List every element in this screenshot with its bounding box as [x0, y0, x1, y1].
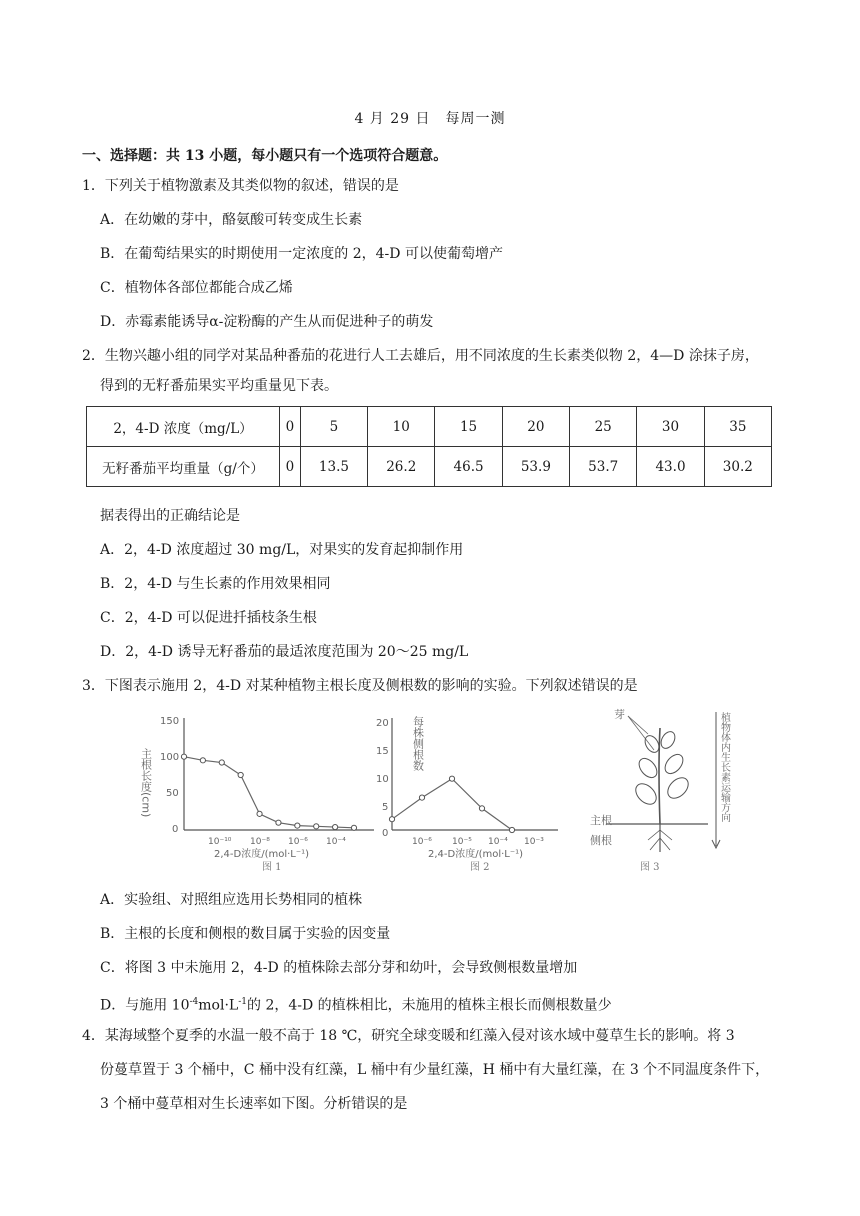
fig1-ytick: 100 — [160, 752, 180, 763]
q3-option-d-post: 的 2，4-D 的植株相比，未施用的植株主根长而侧根数量少 — [247, 997, 612, 1014]
q3-option-d-exp: -4 — [189, 997, 199, 1007]
table-cell: 2，4-D 浓度（mg/L） — [87, 407, 280, 447]
q3-option-a: A．实验组、对照组应选用长势相同的植株 — [100, 892, 363, 908]
fig1-ylabel: 主根长度(cm) — [139, 748, 153, 818]
fig2-series-line — [392, 779, 512, 830]
table-cell: 0 — [280, 407, 301, 447]
q2-option-b: B．2，4-D 与生长素的作用效果相同 — [100, 576, 331, 592]
fig2-xtick: 10⁻⁵ — [452, 837, 472, 847]
table-cell: 10 — [368, 407, 435, 447]
q2-option-c: C．2，4-D 可以促进扦插枝条生根 — [100, 610, 317, 626]
table-cell: 53.9 — [502, 447, 569, 487]
table-cell: 43.0 — [637, 447, 704, 487]
fig3-lateral-root-label: 侧根 — [590, 834, 612, 847]
fig3-caption: 图 3 — [640, 862, 660, 873]
fig1-xtick: 10⁻⁴ — [326, 837, 346, 847]
q3-option-d-pre: D．与施用 10 — [100, 997, 190, 1014]
q2-option-a: A．2，4-D 浓度超过 30 mg/L，对果实的发育起抑制作用 — [100, 542, 464, 558]
table-cell: 无籽番茄平均重量（g/个） — [87, 447, 280, 487]
data-point — [181, 754, 186, 759]
fig2-xlabel: 2,4-D浓度/(mol·L⁻¹) — [428, 849, 524, 860]
table-cell: 13.5 — [300, 447, 367, 487]
fig3-direction-label: 植物体内生长素运输方向 — [718, 712, 730, 822]
fig1-caption: 图 1 — [262, 862, 282, 873]
table-cell: 15 — [435, 407, 502, 447]
q3-option-d-exp2: -1 — [238, 997, 247, 1007]
fig1-xtick: 10⁻⁸ — [250, 837, 270, 847]
data-point — [389, 817, 394, 822]
q4-line1: 4．某海域整个夏季的水温一般不高于 18 ℃，研究全球变暖和红藻入侵对该水域中蔓草生长的影响。将 3 — [82, 1028, 735, 1044]
fig2-xtick: 10⁻⁶ — [412, 837, 432, 847]
fig1-xtick: 10⁻¹⁰ — [208, 837, 232, 847]
fig2-ytick: 5 — [382, 802, 389, 813]
data-point — [479, 806, 484, 811]
data-point — [219, 760, 224, 765]
data-point — [295, 823, 300, 828]
fig2-ytick: 0 — [382, 828, 389, 839]
q3-option-d-mid: mol·L — [198, 997, 239, 1014]
fig2-ytick: 20 — [376, 718, 389, 729]
q3-option-b: B．主根的长度和侧根的数目属于实验的因变量 — [100, 926, 391, 942]
data-point — [419, 795, 424, 800]
data-point — [257, 811, 262, 816]
table-cell: 35 — [704, 407, 771, 447]
page-title: 4 月 29 日 每周一测 — [354, 111, 506, 127]
fig1-ytick: 150 — [160, 716, 180, 727]
data-point — [200, 758, 205, 763]
table-cell: 5 — [300, 407, 367, 447]
table-row — [87, 407, 772, 447]
q1-option-a: A．在幼嫩的芽中，酪氨酸可转变成生长素 — [100, 212, 363, 228]
q1-option-d: D．赤霉素能诱导α-淀粉酶的产生从而促进种子的萌发 — [100, 314, 434, 330]
fig1-ytick: 0 — [172, 824, 179, 835]
table-cell: 53.7 — [570, 447, 637, 487]
q3-stem: 3．下图表示施用 2，4-D 对某种植物主根长度及侧根数的影响的实验。下列叙述错误的是 — [82, 678, 638, 694]
q4-line2: 份蔓草置于 3 个桶中，C 桶中没有红藻，L 桶中有少量红藻，H 桶中有大量红藻，在 3 个不同温度条件下， — [100, 1062, 770, 1078]
fig2-caption: 图 2 — [470, 862, 490, 873]
fig3-main-root-label: 主根 — [590, 814, 612, 827]
q4-line3: 3 个桶中蔓草相对生长速率如下图。分析错误的是 — [100, 1096, 408, 1112]
q1-stem: 1．下列关于植物激素及其类似物的叙述，错误的是 — [82, 178, 399, 194]
fig2-ylabel: 每株侧根数 — [411, 716, 425, 771]
fig1-xlabel: 2,4-D浓度/(mol·L⁻¹) — [214, 849, 310, 860]
figure-1 — [139, 710, 380, 873]
table-cell: 30 — [637, 407, 704, 447]
table-cell: 26.2 — [368, 447, 435, 487]
q2-stem-line2: 得到的无籽番茄果实平均重量见下表。 — [100, 378, 338, 394]
q2-stem-line1: 2．生物兴趣小组的同学对某品种番茄的花进行人工去雄后，用不同浓度的生长素类似物 2，4—D 涂抹子房， — [82, 348, 759, 364]
fig2-points — [389, 776, 514, 833]
q3-option-d — [100, 988, 612, 1020]
fig1-series-line — [184, 757, 354, 828]
q2-lead: 据表得出的正确结论是 — [100, 508, 240, 524]
table-cell: 20 — [502, 407, 569, 447]
table-cell: 0 — [280, 447, 301, 487]
section-heading: 一、选择题：共 13 小题，每小题只有一个选项符合题意。 — [82, 148, 448, 164]
q1-option-b: B．在葡萄结果实的时期使用一定浓度的 2，4-D 可以使葡萄增产 — [100, 246, 503, 262]
table-row — [87, 447, 772, 487]
data-point — [509, 827, 514, 832]
fig1-points — [181, 754, 356, 830]
data-point — [449, 776, 454, 781]
table-cell: 25 — [570, 407, 637, 447]
q2-option-d: D．2，4-D 诱导无籽番茄的最适浓度范围为 20～25 mg/L — [100, 644, 469, 660]
data-point — [351, 825, 356, 830]
table-cell: 30.2 — [704, 447, 771, 487]
data-point — [333, 824, 338, 829]
table-cell: 46.5 — [435, 447, 502, 487]
figure-3 — [588, 706, 738, 873]
q1-option-c: C．植物体各部位都能合成乙烯 — [100, 280, 293, 296]
fig1-xtick: 10⁻⁶ — [288, 837, 308, 847]
data-point — [314, 824, 319, 829]
data-point — [276, 820, 281, 825]
fig2-ytick: 15 — [376, 746, 389, 757]
fig2-xtick: 10⁻⁴ — [488, 837, 508, 847]
plant-stem — [659, 728, 660, 824]
q3-option-c: C．将图 3 中未施用 2，4-D 的植株除去部分芽和幼叶，会导致侧根数量增加 — [100, 960, 578, 976]
fig2-xtick: 10⁻³ — [524, 837, 544, 847]
concentration-table — [86, 406, 772, 487]
figure-2 — [376, 710, 568, 873]
fig1-ytick: 50 — [166, 788, 179, 799]
fig3-bud-label: 芽 — [614, 708, 625, 721]
fig2-ytick: 10 — [376, 774, 389, 785]
data-point — [238, 772, 243, 777]
